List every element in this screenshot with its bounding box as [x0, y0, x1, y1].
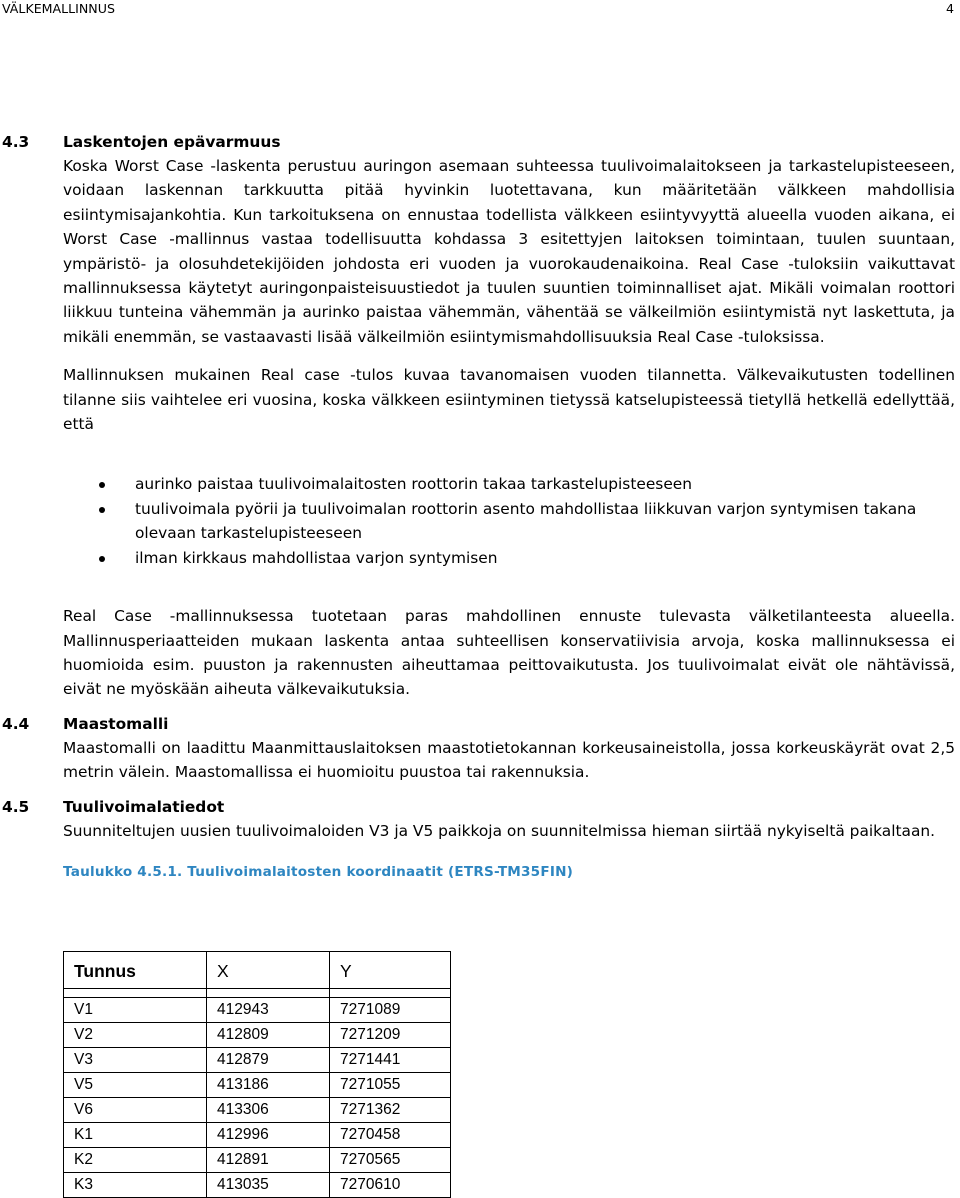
table-cell: 7270610 — [330, 1173, 451, 1198]
column-header: X — [207, 952, 330, 989]
paragraph: Maastomalli on laadittu Maanmittauslaitoksen maastotietokannan korkeusaineistolla, jossa korkeuskäyrät ovat 2,5 metrin välein. Maastomallissa ei huomioitu puustoa tai rakennuksia. — [63, 738, 955, 782]
table-row — [64, 1148, 451, 1173]
table-cell: 7270458 — [330, 1123, 451, 1148]
table-cell: 7271362 — [330, 1098, 451, 1123]
table-cell: 7271209 — [330, 1023, 451, 1048]
list-item: ilman kirkkaus mahdollistaa varjon syntymisen — [0, 546, 942, 570]
section-number: 4.4 — [2, 714, 30, 733]
table-cell: 7270565 — [330, 1148, 451, 1173]
table-cell: 413186 — [207, 1073, 330, 1098]
table-row — [64, 1123, 451, 1148]
bullet-icon — [99, 482, 105, 488]
table-cell: 7271055 — [330, 1073, 451, 1098]
section-number: 4.3 — [2, 133, 30, 151]
table-cell: 412879 — [207, 1048, 330, 1073]
paragraph: Suunniteltujen uusien tuulivoimaloiden V3 ja V5 paikkoja on suunnitelmissa hieman siirtää nykyiseltä paikaltaan. — [63, 821, 936, 840]
paragraph: Koska Worst Case -laskenta perustuu auringon asemaan suhteessa tuulivoimalaitokseen ja tarkastelupisteeseen, voidaan laskennan tarkkuutta pitää hyvinkin luotettavana, kun määritetään välkkeen mahdollisia esiintymisajankohtia. Kun tarkoituksena on ennustaa todellista välkkeen esiintyvyyttä alueella vuoden aikana, ei Worst Case -mallinnus vastaa todellisuutta kohdassa 3 esitettyjen laitoksen toimintaan, tuulen suuntaan, ympäristö- ja olosuhdetekijöiden johdosta eri vuoden ja vuorokaudenaikoina. Real Case -tuloksiin vaikuttavat mallinnuksessa käytetyt auringonpaisteisuustiedot ja tuulen suuntien toiminnalliset ajat. Mikäli voimalan roottori liikkuu tunteina vähemmän ja aurinko paistaa vähemmän, vähentää se välkeilmiön esiintymistä nyt laskettuta, ja mikäli enemmän, se vastaavasti lisää välkeilmiön esiintymismahdollisuuksia Real Case -tuloksissa. — [63, 157, 955, 346]
column-header: Y — [330, 952, 451, 989]
bullet-list — [0, 472, 960, 570]
table-cell: 412943 — [207, 998, 330, 1023]
table-caption: Taulukko 4.5.1. Tuulivoimalaitosten koordinaatit (ETRS-TM35FIN) — [63, 863, 574, 880]
table-header-row — [64, 952, 451, 989]
table-cell: K3 — [64, 1173, 207, 1198]
section-heading-4-5 — [0, 795, 960, 819]
section-title: Tuulivoimalatiedot — [63, 797, 225, 816]
table-cell: V1 — [64, 998, 207, 1023]
section-heading-4-4 — [0, 712, 960, 736]
table-cell: 412996 — [207, 1123, 330, 1148]
table-row — [64, 1173, 451, 1198]
section-title: Maastomalli — [63, 714, 169, 733]
table-cell: 412809 — [207, 1023, 330, 1048]
bullet-icon — [99, 556, 105, 562]
table-cell: 7271089 — [330, 998, 451, 1023]
list-item: tuulivoimala pyörii ja tuulivoimalan roottorin asento mahdollistaa liikkuvan varjon syntymisen takana olevaan tarkastelupisteeseen — [0, 497, 942, 546]
table-cell: V5 — [64, 1073, 207, 1098]
document-title: VÄLKEMALLINNUS — [2, 1, 115, 16]
table-row — [64, 1098, 451, 1123]
paragraph: Real Case -mallinnuksessa tuotetaan paras mahdollinen ennuste tulevasta välketilanteesta alueella. Mallinnusperiaatteiden mukaan laskenta antaa suhteellisen konservatiivisia arvoja, koska mallinnuksessa ei huomioida esim. puuston ja rakennusten aiheuttamaa peittovaikutusta. Jos tuulivoimalat eivät ole nähtävissä, eivät ne myöskään aiheuta välkevaikutuksia. — [63, 607, 955, 699]
bullet-icon — [99, 507, 105, 513]
table-row — [64, 998, 451, 1023]
section-heading-4-3 — [0, 130, 960, 154]
table-cell: 412891 — [207, 1148, 330, 1173]
table-cell: 413035 — [207, 1173, 330, 1198]
table-row — [64, 1073, 451, 1098]
table-row — [64, 1048, 451, 1073]
column-header: Tunnus — [64, 952, 207, 989]
table-row — [64, 1023, 451, 1048]
page-content — [0, 130, 960, 1193]
page-number: 4 — [945, 1, 954, 16]
table-cell: K2 — [64, 1148, 207, 1173]
list-item: aurinko paistaa tuulivoimalaitosten roottorin takaa tarkastelupisteeseen — [0, 472, 942, 496]
paragraph: Mallinnuksen mukainen Real case -tulos kuvaa tavanomaisen vuoden tilannetta. Välkevaikutusten todellinen tilanne siis vaihtelee eri vuosina, koska välkkeen esiintyminen tietyssä katselupisteessä tietyllä hetkellä edellyttää, että — [63, 366, 955, 434]
section-title: Laskentojen epävarmuus — [63, 133, 281, 151]
table-cell: V2 — [64, 1023, 207, 1048]
table-cell: 7271441 — [330, 1048, 451, 1073]
table-cell: 413306 — [207, 1098, 330, 1123]
page-header — [0, 0, 960, 18]
coordinates-table — [63, 951, 451, 1198]
table-cell: V3 — [64, 1048, 207, 1073]
section-number: 4.5 — [2, 797, 30, 816]
table-cell: K1 — [64, 1123, 207, 1148]
table-cell: V6 — [64, 1098, 207, 1123]
